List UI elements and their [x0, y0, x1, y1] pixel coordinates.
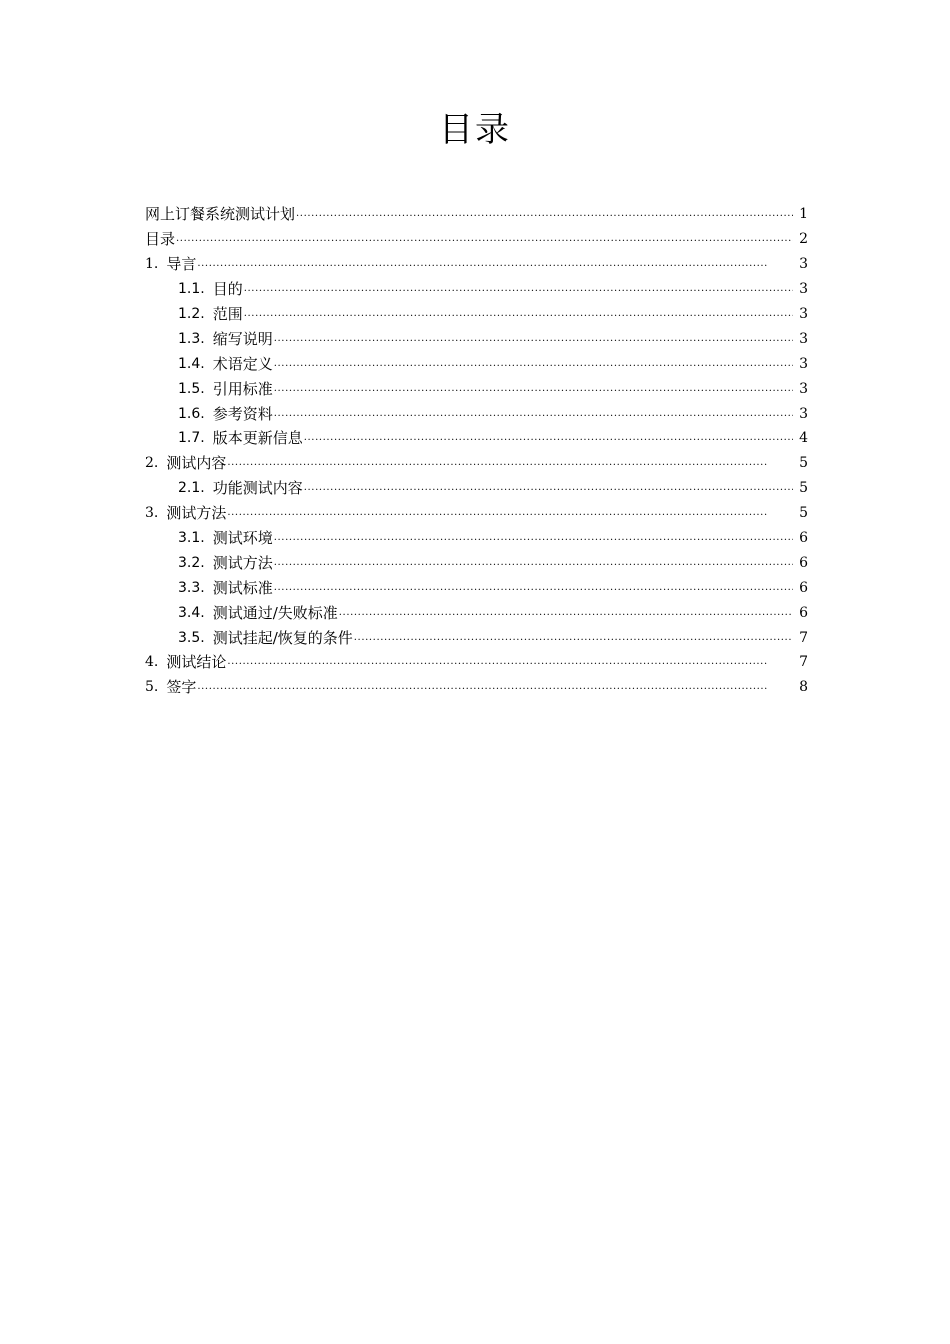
toc-entry-text: 测试方法	[166, 504, 227, 523]
toc-entry[interactable]	[145, 451, 808, 476]
toc-leader-dots	[244, 280, 793, 298]
toc-page-number: 1	[799, 206, 808, 223]
toc-entry-number: 3.4.	[178, 604, 205, 621]
toc-leader-dots	[227, 504, 768, 522]
toc-entry[interactable]	[145, 675, 808, 700]
table-of-contents	[145, 202, 808, 700]
toc-entry-text: 测试标准	[212, 578, 273, 597]
toc-entry-number: 3.3.	[178, 579, 205, 596]
toc-leader-dots	[197, 255, 768, 273]
toc-entry-number: 1.4.	[178, 355, 205, 372]
toc-entry-text: 术语定义	[212, 354, 273, 373]
toc-page-number: 7	[799, 629, 808, 646]
toc-page-number: 6	[799, 554, 808, 571]
toc-leader-dots	[274, 355, 793, 373]
toc-entry-text: 范围	[212, 305, 243, 323]
toc-entry-number: 1.5.	[178, 380, 205, 397]
toc-entry[interactable]	[145, 501, 808, 526]
toc-entry[interactable]	[145, 326, 808, 351]
toc-entry-number: 1.6.	[178, 405, 205, 422]
toc-page-number: 8	[799, 679, 808, 696]
toc-entry[interactable]	[145, 302, 808, 327]
toc-entry-text: 功能测试内容	[212, 479, 303, 498]
toc-entry-number: 3.	[145, 505, 159, 522]
toc-page-number: 3	[799, 256, 808, 273]
toc-entry[interactable]	[145, 376, 808, 401]
toc-entry-text: 测试方法	[212, 553, 273, 572]
toc-entry[interactable]	[145, 426, 808, 451]
toc-leader-dots	[274, 380, 793, 398]
toc-entry-text: 目录	[145, 230, 176, 249]
toc-page-number: 4	[799, 430, 808, 447]
toc-entry-number: 3.2.	[178, 554, 205, 571]
toc-entry-text: 测试环境	[212, 529, 273, 548]
toc-entry-number: 4.	[145, 654, 159, 671]
toc-leader-dots	[274, 405, 793, 423]
toc-entry-number: 1.2.	[178, 306, 205, 322]
toc-page-number: 3	[799, 405, 808, 422]
toc-leader-dots	[227, 454, 768, 472]
toc-entry-number: 1.1.	[178, 281, 205, 298]
toc-leader-dots	[304, 479, 793, 497]
toc-page-number: 5	[799, 505, 808, 522]
toc-page-number: 5	[799, 455, 808, 472]
toc-page-number: 3	[799, 281, 808, 298]
toc-entry[interactable]	[145, 227, 808, 252]
toc-entry-number: 3.5.	[178, 629, 205, 646]
toc-entry[interactable]	[145, 550, 808, 575]
toc-entry-text: 测试挂起/恢复的条件	[212, 628, 353, 647]
toc-page-number: 6	[799, 604, 808, 621]
toc-entry-text: 网上订餐系统测试计划	[145, 205, 296, 224]
toc-page-number: 3	[799, 380, 808, 397]
page-title: 目录	[439, 110, 511, 150]
toc-leader-dots	[274, 579, 793, 597]
toc-entry[interactable]	[145, 277, 808, 302]
toc-entry-text: 测试通过/失败标准	[212, 603, 338, 622]
toc-entry-text: 签字	[166, 678, 197, 697]
toc-entry-number: 1.3.	[178, 330, 205, 347]
toc-leader-dots	[197, 678, 768, 696]
toc-leader-dots	[227, 653, 768, 671]
toc-entry[interactable]	[145, 526, 808, 551]
toc-leader-dots	[354, 629, 793, 647]
toc-page-number: 6	[799, 579, 808, 596]
toc-entry[interactable]	[145, 401, 808, 426]
toc-leader-dots	[296, 205, 793, 223]
toc-leader-dots	[274, 330, 793, 348]
toc-entry-number: 2.	[145, 455, 159, 472]
toc-leader-dots	[304, 429, 793, 447]
toc-entry-text: 缩写说明	[212, 329, 273, 348]
toc-page-number: 2	[799, 231, 808, 248]
toc-leader-dots	[176, 230, 793, 248]
toc-entry-text: 导言	[166, 255, 197, 274]
toc-entry[interactable]	[145, 600, 808, 625]
toc-page-number: 3	[799, 355, 808, 372]
toc-leader-dots	[274, 554, 793, 572]
toc-entry-text: 目的	[212, 280, 243, 299]
toc-entry[interactable]	[145, 625, 808, 650]
toc-entry-number: 3.1.	[178, 530, 205, 547]
toc-page-number: 6	[799, 530, 808, 547]
toc-entry[interactable]	[145, 476, 808, 501]
toc-entry-text: 测试结论	[166, 653, 227, 672]
toc-entry-number: 1.	[145, 256, 159, 273]
toc-page-number: 7	[799, 654, 808, 671]
toc-page-number: 3	[799, 330, 808, 347]
toc-entry-text: 测试内容	[166, 454, 227, 473]
toc-leader-dots	[244, 305, 793, 323]
toc-entry-number: 2.1.	[178, 480, 205, 497]
toc-entry-text: 版本更新信息	[212, 429, 303, 448]
toc-entry[interactable]	[145, 252, 808, 277]
toc-page-number: 3	[799, 306, 808, 322]
toc-entry[interactable]	[145, 650, 808, 675]
toc-entry-text: 引用标准	[212, 379, 273, 398]
toc-entry-text: 参考资料	[212, 404, 273, 423]
toc-leader-dots	[274, 529, 793, 547]
toc-page-number: 5	[799, 480, 808, 497]
toc-entry-number: 5.	[145, 679, 159, 696]
toc-entry[interactable]	[145, 575, 808, 600]
toc-leader-dots	[339, 604, 793, 622]
toc-entry-number: 1.7.	[178, 430, 205, 447]
toc-entry[interactable]	[145, 202, 808, 227]
toc-entry[interactable]	[145, 351, 808, 376]
